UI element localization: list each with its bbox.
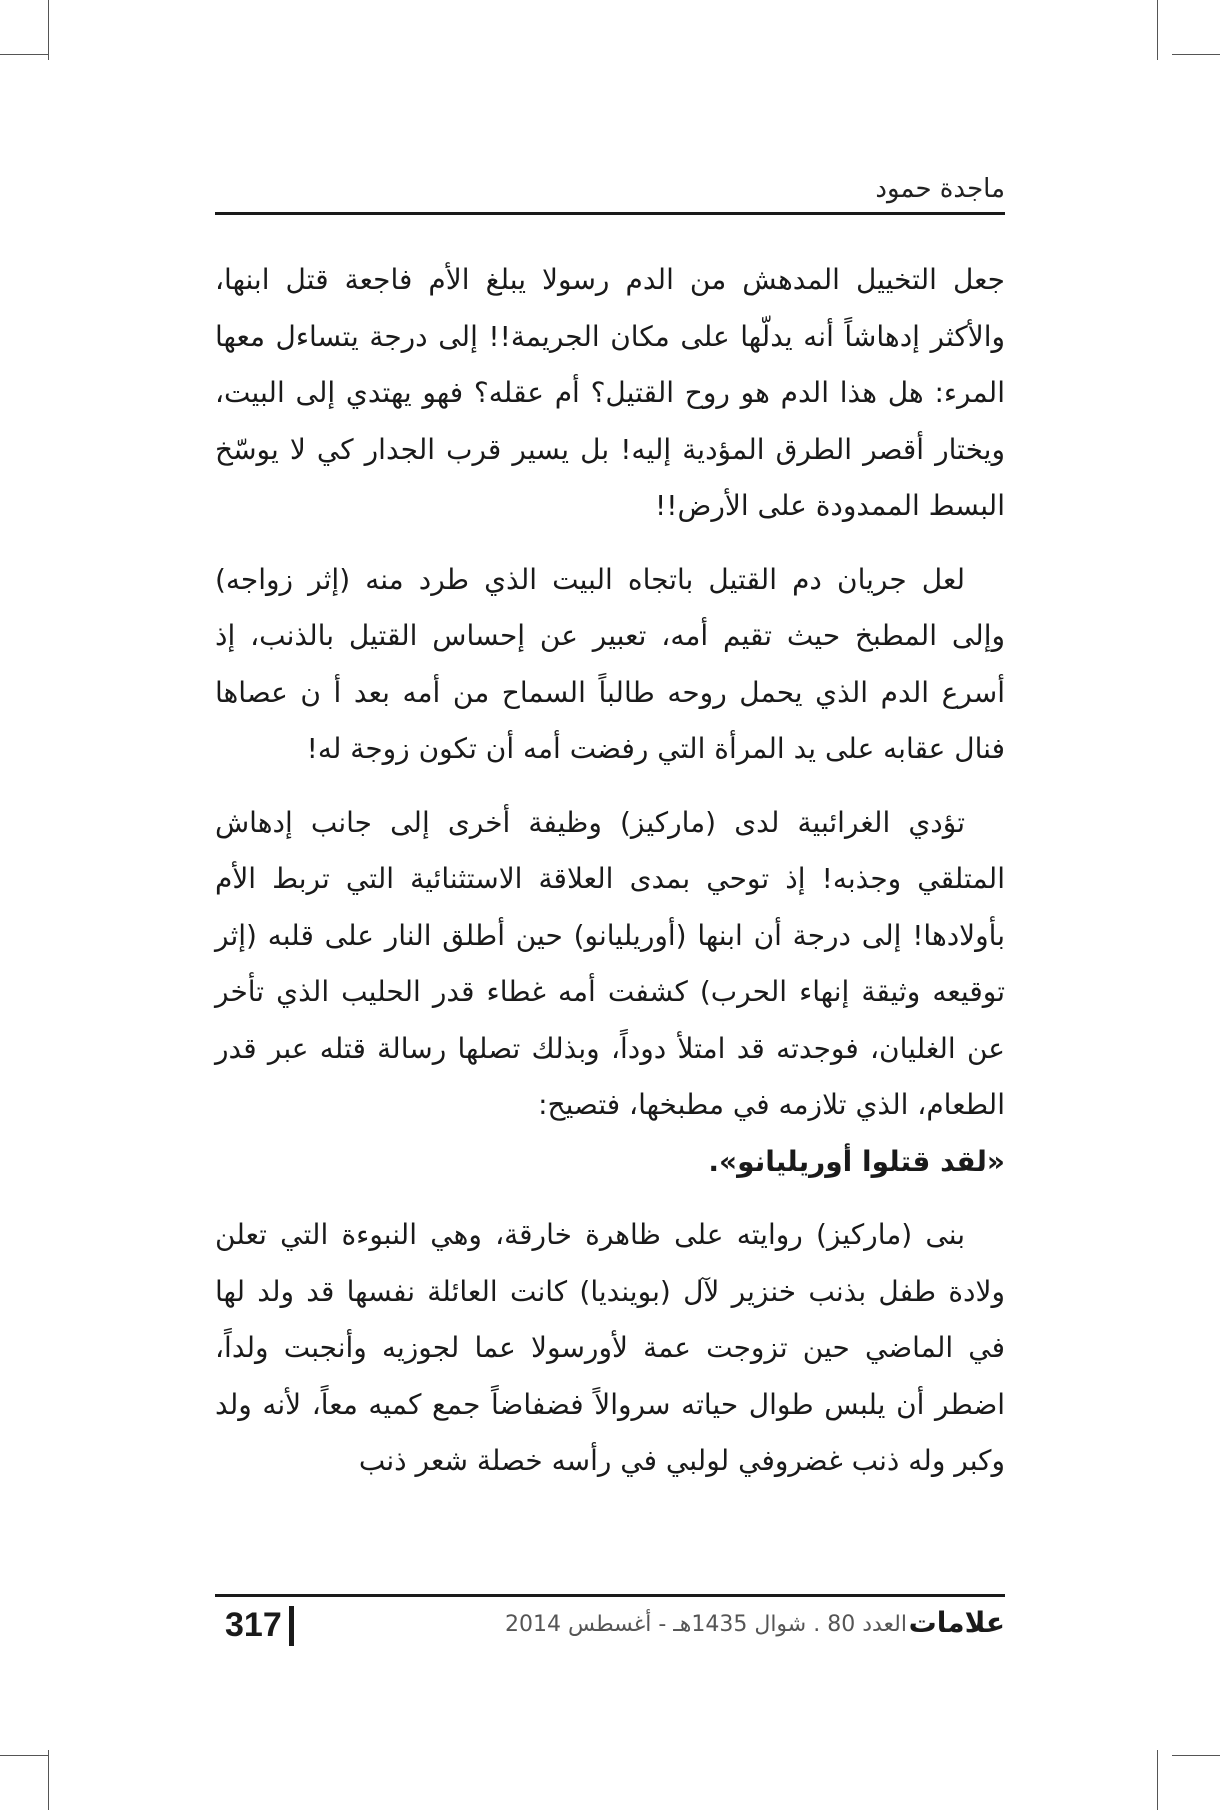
crop-mark — [0, 1755, 48, 1756]
crop-mark — [1172, 54, 1220, 55]
crop-mark — [48, 1750, 49, 1810]
quoted-exclamation: «لقد قتلوا أوريليانو». — [708, 1144, 1005, 1178]
footer-rule — [215, 1594, 1005, 1597]
page-number: 317 — [225, 1606, 282, 1644]
article-body — [215, 252, 1005, 1507]
running-head-author: ماجدة حمود — [875, 174, 1005, 204]
crop-mark — [0, 54, 48, 55]
paragraph-2: لعل جريان دم القتيل باتجاه البيت الذي طرد منه (إثر زواجه) وإلى المطبخ حيث تقيم أمه، تعبير عن إحساس القتيل بالذنب، إذ أسرع الدم الذي يحمل روحه طالباً السماح من أمه بعد أ ن عصاها فنال عقابه على يد المرأة التي رفضت أمه أن تكون زوجة له! — [215, 562, 1005, 765]
crop-mark — [1157, 1750, 1158, 1810]
crop-mark — [1157, 0, 1158, 60]
footer-divider-bar — [289, 1606, 294, 1646]
page-footer — [215, 1604, 1005, 1652]
paragraph-4: بنى (ماركيز) روايته على ظاهرة خارقة، وهي النبوءة التي تعلن ولادة طفل بذنب خنزير لآل (بوينديا) كانت العائلة نفسها قد ولد لها في الماضي حين تزوجت عمة لأورسولا عما لجوزيه وأنجبت ولداً، اضطر أن يلبس طوال حياته سروالاً فضفاضاً جمع كميه معاً، لأنه ولد وكبر وله ذنب غضروفي لولبي في رأسه خصلة شعر ذنب — [215, 1218, 1005, 1477]
paragraph-3-text: تؤدي الغرائبية لدى (ماركيز) وظيفة أخرى إلى جانب إدهاش المتلقي وجذبه! إذ توحي بمدى العلاقة الاستثنائية التي تربط الأم بأولادها! إلى درجة أن ابنها (أوريليانو) حين أطلق النار على قلبه (إثر توقيعه وثيقة إنهاء الحرب) كشفت أمه غطاء قدر الحليب الذي تأخر عن الغليان، فوجدته قد امتلأ دوداً، وبذلك تصلها رسالة قتله عبر قدر الطعام، الذي تلازمه في مطبخها، فتصيح: — [215, 805, 1005, 1121]
paragraph-1: جعل التخييل المدهش من الدم رسولا يبلغ الأم فاجعة قتل ابنها، والأكثر إدهاشاً أنه يدلّها على مكان الجريمة!! إلى درجة يتساءل معها المرء: هل هذا الدم هو روح القتيل؟ أم عقله؟ فهو يهتدي إلى البيت، ويختار أقصر الطرق المؤدية إليه! بل يسير قرب الجدار كي لا يوسّخ البسط الممدودة على الأرض!! — [215, 263, 1005, 522]
journal-logo: علامات — [908, 1606, 1005, 1639]
crop-mark — [1172, 1755, 1220, 1756]
header-rule — [215, 212, 1005, 215]
issue-info: العدد 80 . شوال 1435هـ - أغسطس 2014 — [505, 1612, 907, 1637]
paragraph-3 — [215, 795, 1005, 1191]
crop-mark — [48, 0, 49, 60]
